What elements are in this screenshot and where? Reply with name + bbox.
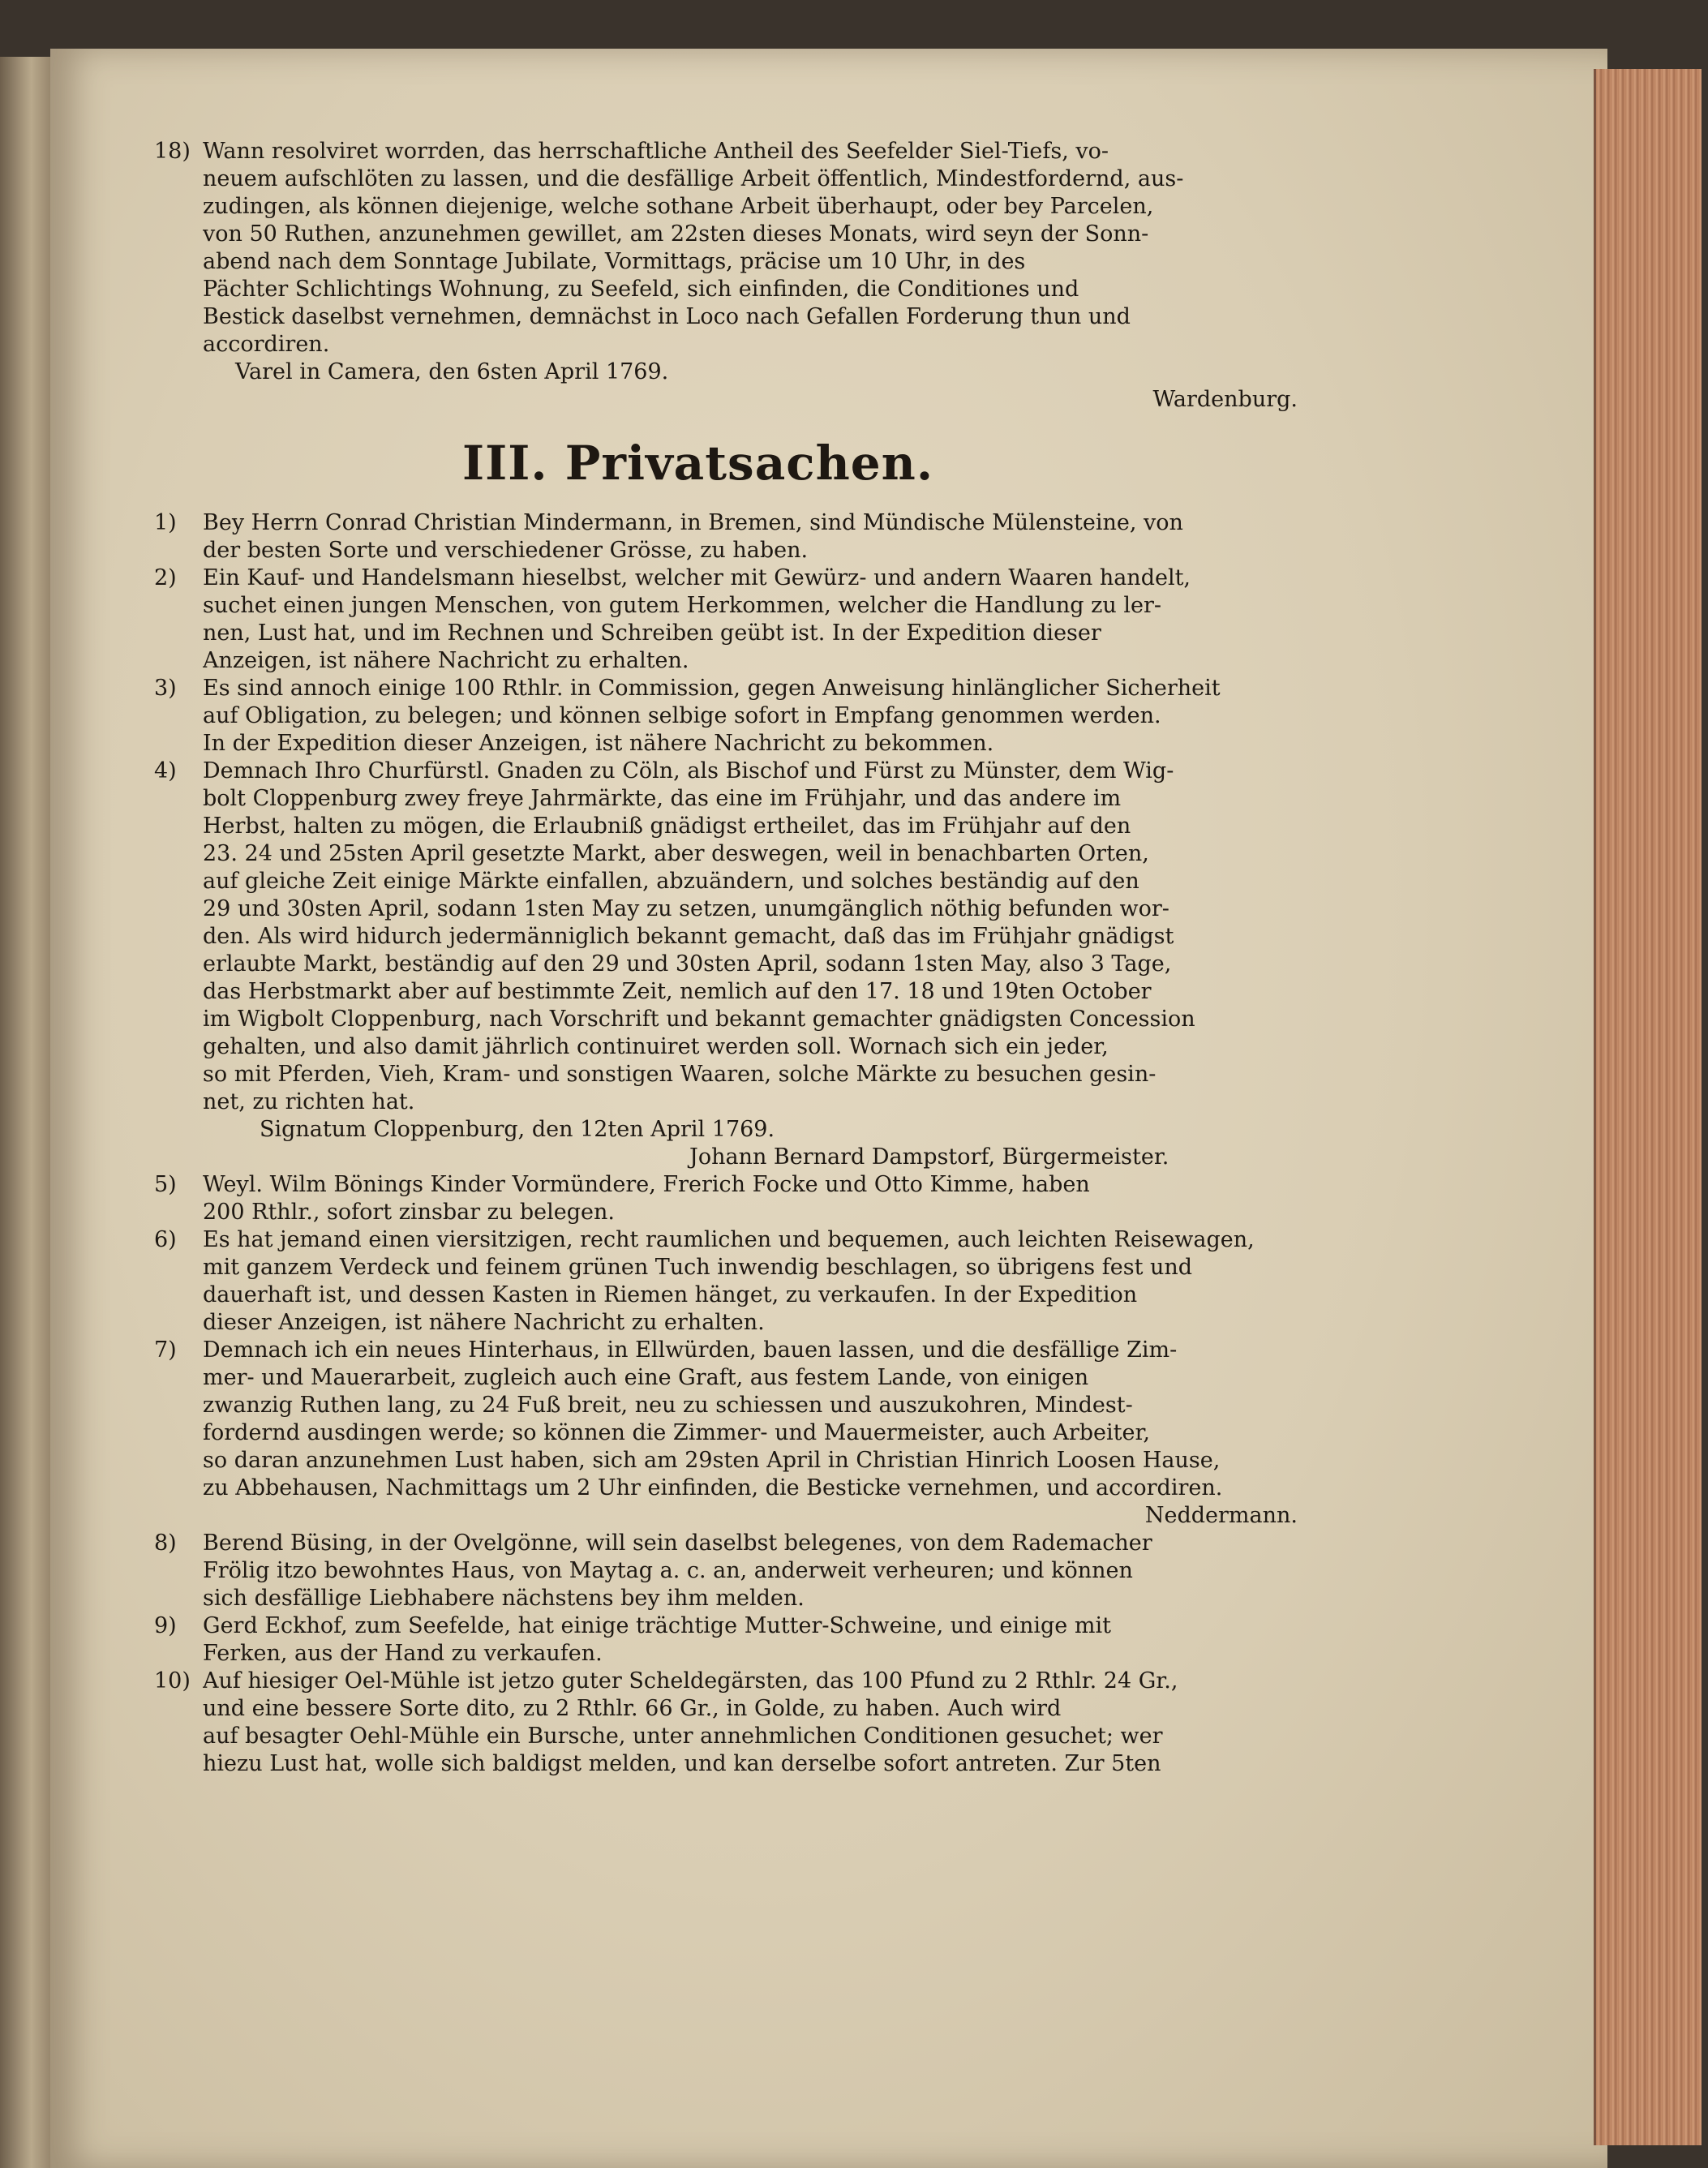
text-line: auf gleiche Zeit einige Märkte einfallen, abzuändern, und solches beständig auf den [203, 869, 1139, 894]
notice-18 [154, 138, 1306, 358]
notice-5 [154, 1171, 1306, 1226]
notice-3 [154, 675, 1306, 758]
place-date: Signatum Cloppenburg, den 12ten April 1769. [260, 1117, 775, 1142]
notice-number: 2) [154, 565, 177, 590]
notice-body [203, 509, 1306, 565]
notice-number: 4) [154, 758, 177, 783]
text-line: Bestick daselbst vernehmen, demnächst in Loco nach Gefallen Forderung thun und [203, 304, 1131, 329]
text-line: so mit Pferden, Vieh, Kram- und sonstigen Waaren, solche Märkte zu besuchen gesin- [203, 1062, 1157, 1087]
text-line: Anzeigen, ist nähere Nachricht zu erhalten. [203, 648, 689, 673]
notice-body [203, 565, 1306, 675]
notice-body [203, 138, 1306, 358]
text-line: Frölig itzo bewohntes Haus, von Maytag a. c. an, anderweit verheuren; und können [203, 1558, 1133, 1583]
notice-body [203, 1226, 1306, 1337]
notice-7 [154, 1337, 1306, 1502]
text-line: so daran anzunehmen Lust haben, sich am 29sten April in Christian Hinrich Loosen Hause, [203, 1448, 1221, 1473]
signature: Neddermann. [1144, 1503, 1298, 1528]
text-line: erlaubte Markt, beständig auf den 29 und 30sten April, sodann 1sten May, also 3 Tage, [203, 951, 1172, 977]
text-line: gehalten, und also damit jährlich continuiret werden soll. Wornach sich ein jeder, [203, 1034, 1109, 1059]
text-line: zu Abbehausen, Nachmittags um 2 Uhr einfinden, die Besticke vernehmen, und accordiren. [203, 1475, 1223, 1500]
notice-2 [154, 565, 1306, 675]
text-line: das Herbstmarkt aber auf bestimmte Zeit, nemlich auf den 17. 18 und 19ten October [203, 979, 1152, 1004]
notice-number: 10) [154, 1668, 191, 1694]
text-line: zwanzig Ruthen lang, zu 24 Fuß breit, neu zu schiessen und auszukohren, Mindest- [203, 1393, 1133, 1418]
text-line: nen, Lust hat, und im Rechnen und Schreiben geübt ist. In der Expedition dieser [203, 620, 1101, 646]
signature: Johann Bernard Dampstorf, Bürgermeister. [689, 1144, 1169, 1170]
text-line: net, zu richten hat. [203, 1089, 415, 1114]
text-line: Bey Herrn Conrad Christian Mindermann, in Bremen, sind Mündische Mülensteine, von [203, 510, 1183, 535]
notice-8 [154, 1530, 1306, 1612]
notice-1 [154, 509, 1306, 565]
text-line: mer- und Mauerarbeit, zugleich auch eine Graft, aus festem Lande, von einigen [203, 1365, 1089, 1390]
notice-10 [154, 1668, 1306, 1778]
notice-number: 6) [154, 1227, 177, 1252]
section-heading: III. Privatsachen. [462, 436, 934, 491]
signature: Wardenburg. [1152, 387, 1298, 412]
notice-6 [154, 1226, 1306, 1337]
text-line: im Wigbolt Cloppenburg, nach Vorschrift und bekannt gemachter gnädigsten Concession [203, 1007, 1195, 1032]
text-line: den. Als wird hidurch jedermänniglich bekannt gemacht, daß das im Frühjahr gnädigst [203, 924, 1174, 949]
text-line: suchet einen jungen Menschen, von gutem Herkommen, welcher die Handlung zu ler- [203, 593, 1161, 618]
text-line: Auf hiesiger Oel-Mühle ist jetzo guter Scheldegärsten, das 100 Pfund zu 2 Rthlr. 24 Gr., [203, 1668, 1178, 1694]
text-line: von 50 Ruthen, anzunehmen gewillet, am 22sten dieses Monats, wird seyn der Sonn- [203, 221, 1149, 247]
text-line: Demnach ich ein neues Hinterhaus, in Ellwürden, bauen lassen, und die desfällige Zim- [203, 1337, 1178, 1363]
notice-body [203, 1337, 1306, 1502]
text-line: Es sind annoch einige 100 Rthlr. in Commission, gegen Anweisung hinlänglicher Sicherheit [203, 676, 1221, 701]
notice-number: 9) [154, 1613, 177, 1638]
notice-list [154, 509, 1306, 1778]
text-line: bolt Cloppenburg zwey freye Jahrmärkte, das eine im Frühjahr, und das andere im [203, 786, 1122, 811]
text-line: 200 Rthlr., sofort zinsbar zu belegen. [203, 1200, 615, 1225]
notice-body [203, 1171, 1306, 1226]
text-line: dauerhaft ist, und dessen Kasten in Riemen hänget, zu verkaufen. In der Expedition [203, 1282, 1138, 1307]
text-line: Pächter Schlichtings Wohnung, zu Seefeld, sich einfinden, die Conditiones und [203, 277, 1079, 302]
notice-number: 3) [154, 676, 177, 701]
text-line: Berend Büsing, in der Ovelgönne, will sein daselbst belegenes, von dem Rademacher [203, 1530, 1152, 1556]
text-line: 29 und 30sten April, sodann 1sten May zu setzen, unumgänglich nöthig befunden wor- [203, 896, 1169, 921]
text-line: Herbst, halten zu mögen, die Erlaubniß gnädigst ertheilet, das im Frühjahr auf den [203, 814, 1131, 839]
text-line: auf besagter Oehl-Mühle ein Bursche, unter annehmlichen Conditionen gesuchet; wer [203, 1724, 1163, 1749]
text-line: Gerd Eckhof, zum Seefelde, hat einige trächtige Mutter-Schweine, und einige mit [203, 1613, 1111, 1638]
notice-number: 18) [154, 139, 191, 164]
notice-4 [154, 758, 1306, 1116]
place-date: Varel in Camera, den 6sten April 1769. [235, 359, 669, 384]
text-line: neuem aufschlöten zu lassen, und die desfällige Arbeit öffentlich, Mindestfordernd, aus- [203, 166, 1184, 191]
notice-body [203, 1530, 1306, 1612]
notice-body [203, 675, 1306, 758]
text-line: fordernd ausdingen werde; so können die Zimmer- und Mauermeister, auch Arbeiter, [203, 1420, 1151, 1445]
text-line: In der Expedition dieser Anzeigen, ist nähere Nachricht zu bekommen. [203, 731, 994, 756]
page-block-edge [1594, 69, 1702, 2145]
text-line: zudingen, als können diejenige, welche sothane Arbeit überhaupt, oder bey Parcelen, [203, 194, 1154, 219]
document-text [154, 138, 1306, 1778]
text-line: der besten Sorte und verschiedener Grösse, zu haben. [203, 538, 809, 563]
text-line: accordiren. [203, 332, 330, 357]
notice-body [203, 1612, 1306, 1668]
text-line: dieser Anzeigen, ist nähere Nachricht zu erhalten. [203, 1310, 765, 1335]
text-line: Ferken, aus der Hand zu verkaufen. [203, 1641, 603, 1666]
text-line: abend nach dem Sonntage Jubilate, Vormittags, präcise um 10 Uhr, in des [203, 249, 1026, 274]
notice-9 [154, 1612, 1306, 1668]
notice-body [203, 758, 1306, 1116]
text-line: Ein Kauf- und Handelsmann hieselbst, welcher mit Gewürz- und andern Waaren handelt, [203, 565, 1191, 590]
text-line: 23. 24 und 25sten April gesetzte Markt, aber deswegen, weil in benachbarten Orten, [203, 841, 1149, 866]
text-line: Es hat jemand einen viersitzigen, recht raumlichen und bequemen, auch leichten Reisewagen, [203, 1227, 1255, 1252]
text-line: Demnach Ihro Churfürstl. Gnaden zu Cöln, als Bischof und Fürst zu Münster, dem Wig- [203, 758, 1174, 783]
text-line: mit ganzem Verdeck und feinem grünen Tuch inwendig beschlagen, so übrigens fest und [203, 1255, 1193, 1280]
text-line: Wann resolviret worrden, das herrschaftliche Antheil des Seefelder Siel-Tiefs, vo- [203, 139, 1109, 164]
notice-body [203, 1668, 1306, 1778]
text-line: sich desfällige Liebhabere nächstens bey ihm melden. [203, 1586, 805, 1611]
text-line: hiezu Lust hat, wolle sich baldigst melden, und kan derselbe sofort antreten. Zur 5ten [203, 1751, 1161, 1776]
notice-number: 8) [154, 1530, 177, 1556]
notice-number: 5) [154, 1172, 177, 1197]
text-line: Weyl. Wilm Bönings Kinder Vormündere, Frerich Focke und Otto Kimme, haben [203, 1172, 1090, 1197]
facing-page-edge [0, 57, 57, 2168]
text-line: auf Obligation, zu belegen; und können selbige sofort in Empfang genommen werden. [203, 703, 1161, 728]
notice-number: 1) [154, 510, 177, 535]
text-line: und eine bessere Sorte dito, zu 2 Rthlr. 66 Gr., in Golde, zu haben. Auch wird [203, 1696, 1062, 1721]
notice-number: 7) [154, 1337, 177, 1363]
